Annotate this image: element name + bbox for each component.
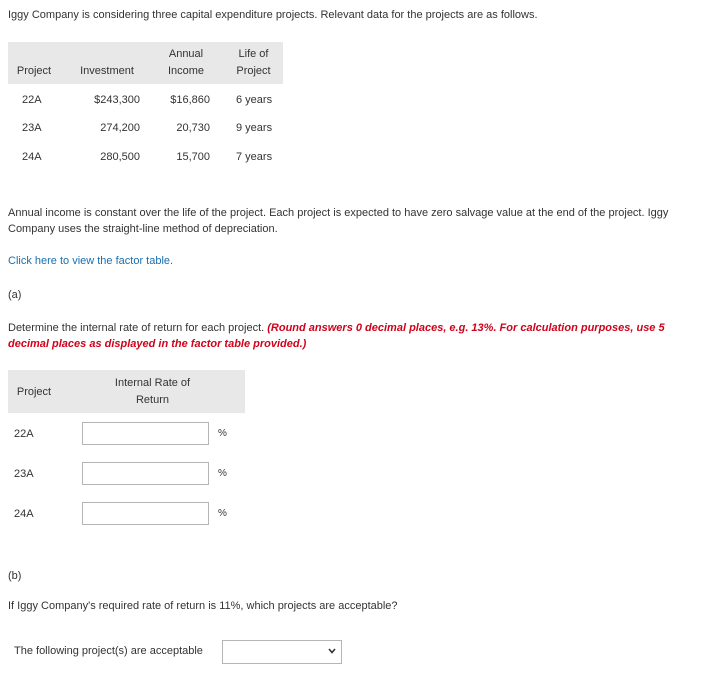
rounding-note: (Round answers 0 decimal places, e.g. 13%. For calculation purposes, use 5 decimal places as displayed in the factor table provided.) <box>8 322 665 350</box>
header-income: Income <box>167 65 205 77</box>
description-paragraph: Annual income is constant over the life of the project. Each project is expected to have zero salvage value at the end of the project. Iggy Company uses the straight-line method of depreciation. <box>8 207 669 235</box>
irr-row-project: 23A <box>14 468 34 480</box>
chevron-down-icon <box>327 646 337 656</box>
irr-input-24a[interactable] <box>82 502 209 525</box>
acceptable-projects-select[interactable] <box>222 640 342 664</box>
irr-header-return: Return <box>135 394 170 406</box>
instruction-text: Determine the internal rate of return for each project. <box>8 322 265 334</box>
part-b-question: If Iggy Company's required rate of return is 11%, which projects are acceptable? <box>8 600 398 612</box>
row-income: 15,700 <box>176 151 210 163</box>
irr-input-23a[interactable] <box>82 462 209 485</box>
irr-input-22a[interactable] <box>82 422 209 445</box>
row-investment: $243,300 <box>94 94 140 106</box>
percent-unit: % <box>218 428 227 439</box>
intro-text: Iggy Company is considering three capital expenditure projects. Relevant data for the projects are as follows. <box>8 9 538 21</box>
row-investment: 280,500 <box>100 151 140 163</box>
irr-row-project: 24A <box>14 508 34 520</box>
percent-unit: % <box>218 468 227 479</box>
irr-table-header <box>8 370 245 413</box>
projects-table-header <box>8 42 283 84</box>
part-b-label: (b) <box>8 570 22 582</box>
row-project: 23A <box>22 122 42 134</box>
row-life: 6 years <box>236 94 273 106</box>
header-life-of: Life of <box>238 48 269 60</box>
irr-row-project: 22A <box>14 428 34 440</box>
row-income: 20,730 <box>176 122 210 134</box>
row-project: 24A <box>22 151 42 163</box>
row-income: $16,860 <box>170 94 210 106</box>
irr-header-project: Project <box>16 386 52 398</box>
irr-header-rate: Internal Rate of <box>114 377 191 389</box>
row-project: 22A <box>22 94 42 106</box>
factor-table-link[interactable]: Click here to view the factor table. <box>8 255 174 267</box>
percent-unit: % <box>218 508 227 519</box>
header-annual: Annual <box>168 48 204 60</box>
header-project: Project <box>16 65 52 77</box>
row-life: 7 years <box>236 151 273 163</box>
row-investment: 274,200 <box>100 122 140 134</box>
part-a-instruction <box>8 320 708 352</box>
header-project-life: Project <box>236 65 271 77</box>
part-a-label: (a) <box>8 289 22 301</box>
header-investment: Investment <box>80 65 134 77</box>
row-life: 9 years <box>236 122 273 134</box>
acceptable-projects-label: The following project(s) are acceptable <box>14 645 203 657</box>
